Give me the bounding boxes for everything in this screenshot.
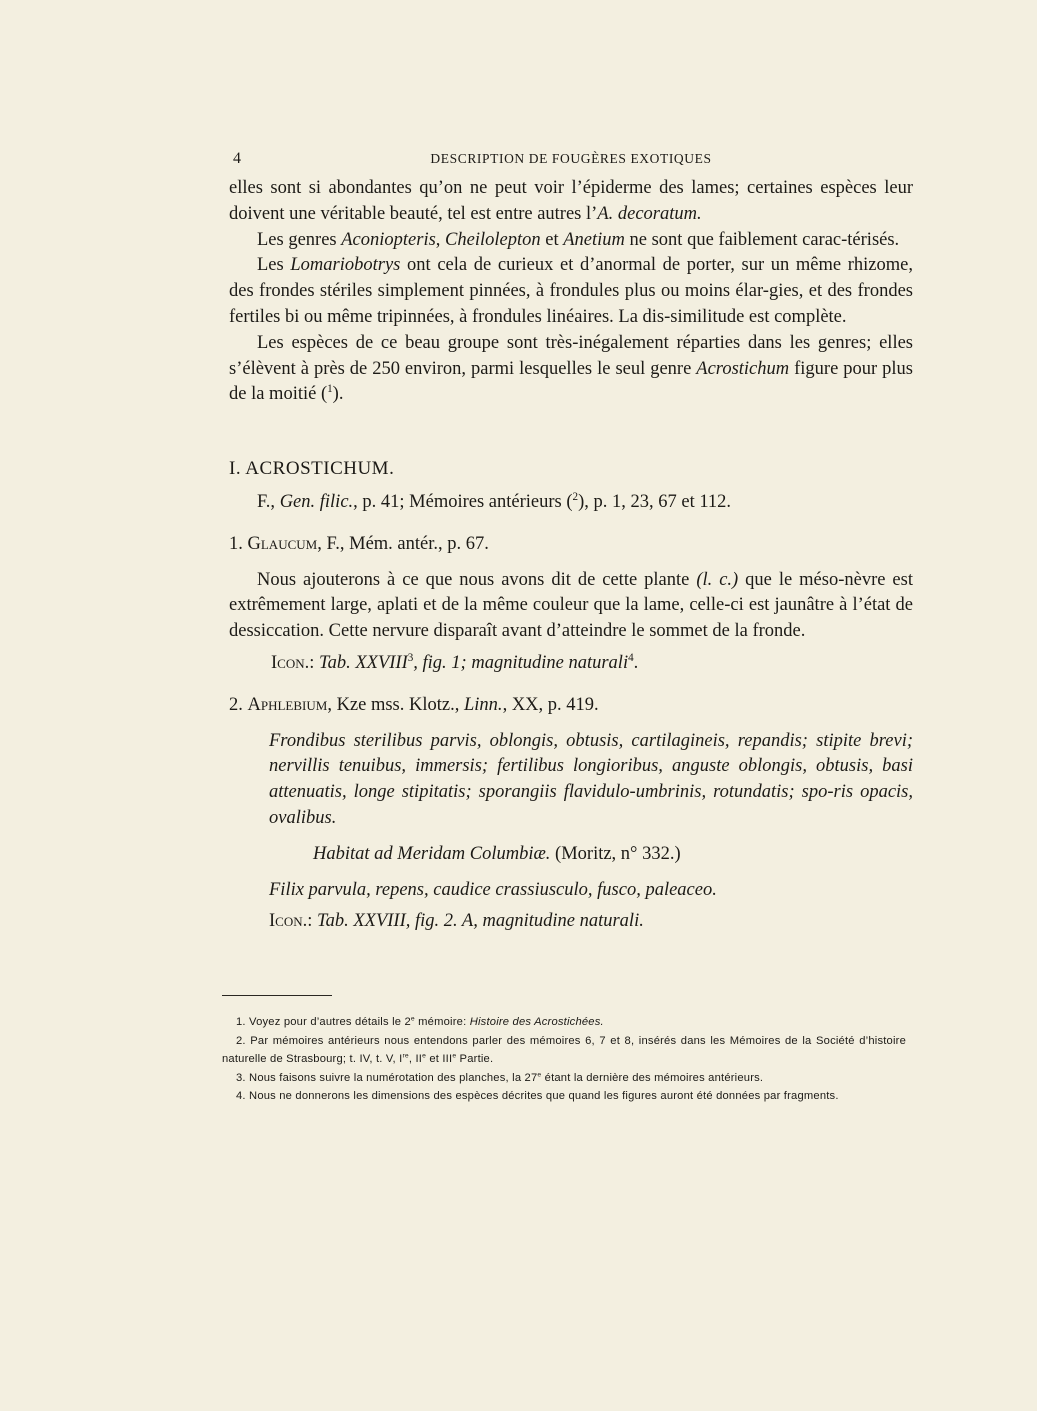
text-run: ont cela de curieux et d’anormal de porter, sur un même rhizome, des frondes stériles simplement pinnées, à frondules plus ou moins élar-gies, et des frondes fertiles bi ou même tripinnées, à frondules linéaires. La dis-similitude est complète.	[229, 255, 913, 327]
section-title: I. ACROSTICHUM.	[229, 458, 395, 480]
italic-run: Histoire des Acrostichées.	[469, 1016, 604, 1028]
section-reference	[229, 490, 913, 516]
italic-run: Cheilolepton	[445, 229, 541, 250]
footnote-ref: 4	[628, 651, 634, 664]
superscript: e	[410, 1015, 415, 1023]
italic-run: (l. c.)	[696, 569, 739, 590]
superscript: e	[422, 1052, 427, 1060]
italic-run: Anetium	[563, 229, 625, 250]
species-2-habitat	[229, 842, 913, 868]
text-run: 1. Voyez pour d’autres détails le 2	[236, 1016, 411, 1028]
text-run: et III	[426, 1053, 453, 1065]
text-run: .	[633, 652, 639, 673]
text-run: , Kze mss. Klotz.,	[327, 694, 464, 715]
italic-run: Tab. XXVIII, fig. 2. A, magnitudine naturali.	[317, 911, 644, 932]
superscript: e	[537, 1070, 542, 1078]
species-1-icon	[229, 651, 913, 677]
running-header	[229, 150, 913, 170]
italic-run: Gen. filic.	[279, 491, 354, 512]
page-number: 4	[233, 150, 242, 167]
text-run: et	[540, 229, 564, 250]
species-2-heading	[229, 693, 913, 719]
text-run: Partie.	[456, 1053, 494, 1065]
text-run: :	[307, 911, 317, 932]
footnotes	[222, 1013, 906, 1106]
text-run: ne sont que faiblement carac-térisés.	[624, 229, 900, 250]
species-1-heading	[229, 532, 913, 558]
icon-label: Icon.	[269, 911, 308, 932]
footnote-3	[222, 1069, 906, 1088]
superscript: re	[402, 1052, 409, 1060]
text-run: Nous ajouterons à ce que nous avons dit de cette plante	[257, 569, 697, 590]
main-text	[229, 176, 913, 935]
species-number: 2.	[229, 694, 248, 715]
species-number: 1.	[229, 533, 248, 554]
footnote-rule	[222, 995, 332, 996]
text-run: 4. Nous ne donnerons les dimensions des espèces décrites que quand les figures auront été données par fragments.	[236, 1090, 839, 1102]
paragraph-2	[229, 228, 913, 254]
species-2-habit: Filix parvula, repens, caudice crassiusculo, fusco, paleaceo.	[269, 879, 717, 900]
paragraph-3	[229, 253, 913, 330]
species-1-text	[229, 568, 913, 645]
italic-run: A. decoratum.	[597, 203, 702, 224]
italic-run: Acrostichum	[696, 358, 790, 379]
paragraph-1	[229, 176, 913, 228]
species-name: Glaucum	[247, 533, 318, 554]
text-run: , p. 41; Mémoires antérieurs (	[353, 491, 573, 512]
text-run: elles sont si abondantes qu’on ne peut voir l’épiderme des lames; certaines espèces leur doivent une véritable beauté, tel est entre autres l’	[229, 178, 913, 224]
text-run: (Moritz, n° 332.)	[550, 843, 681, 864]
italic-run: , fig. 1; magnitudine naturali	[413, 652, 629, 673]
text-run: Les	[257, 255, 291, 276]
text-run: , II	[408, 1053, 423, 1065]
footnote-ref: 3	[407, 651, 414, 664]
text-run: ), p. 1, 23, 67 et 112.	[578, 491, 732, 512]
running-title: DESCRIPTION DE FOUGÈRES EXOTIQUES	[430, 151, 712, 166]
superscript: e	[452, 1052, 457, 1060]
text-run: ).	[332, 384, 344, 405]
text-run: Les espèces de ce beau groupe sont très-inégalement réparties dans les genres; elles s’élèvent à près de 250 environ, parmi lesquelles le seul genre	[229, 332, 913, 379]
species-name: Aphlebium	[247, 694, 328, 715]
italic-run: Linn.	[464, 694, 503, 715]
icon-label: Icon.	[271, 652, 310, 673]
footnote-ref: 1	[327, 383, 333, 396]
text-run: étant la dernière des mémoires antérieurs.	[541, 1071, 764, 1084]
text-run: ,	[435, 229, 446, 250]
text-run: , XX, p. 419.	[502, 694, 599, 715]
italic-run: Lomariobotrys	[290, 255, 401, 276]
text-run: mémoire:	[414, 1016, 470, 1028]
italic-run: Tab. XXVIII	[319, 652, 408, 673]
footnote-4	[222, 1087, 906, 1106]
text-run: 3. Nous faisons suivre la numérotation des planches, la 27	[236, 1071, 538, 1084]
footnote-2	[222, 1032, 906, 1069]
text-run: que le méso-nèvre est extrêmement large, aplati et de la même couleur que la lame, celle-ci est jaunâtre à l’état de dessiccation. Cette nervure disparaît avant d’atteindre le sommet de la fronde.	[229, 569, 913, 642]
text-run: 2. Par mémoires antérieurs nous entendons parler des mémoires 6, 7 et 8, insérés dans les Mémoires de la Société d’histoire naturelle de Strasbourg; t. IV, t. V, I	[222, 1034, 906, 1065]
paragraph-4	[229, 331, 913, 408]
text-run: F.,	[257, 491, 280, 512]
text-run: Les genres	[257, 229, 342, 250]
species-2-latin-description: Frondibus sterilibus parvis, oblongis, obtusis, cartilagineis, repandis; stipite brevi; nervillis tenuibus, immersis; fertilibus longioribus, anguste oblongis, obtusis, basi attenuatis, longe stipitatis; sporangiis flavidulo-umbrinis, rotundatis; spo-ris opacis, ovalibus.	[269, 730, 913, 828]
text-run: :	[309, 652, 319, 673]
footnote-ref: 2	[572, 490, 579, 503]
footnote-1	[222, 1013, 906, 1032]
text-run: figure pour plus de la moitié (	[229, 358, 913, 405]
text-run: , F., Mém. antér., p. 67.	[317, 533, 489, 554]
italic-run: Aconiopteris	[341, 229, 436, 250]
species-2-icon	[229, 909, 913, 935]
italic-run: Habitat ad Meridam Columbiæ.	[313, 843, 551, 864]
